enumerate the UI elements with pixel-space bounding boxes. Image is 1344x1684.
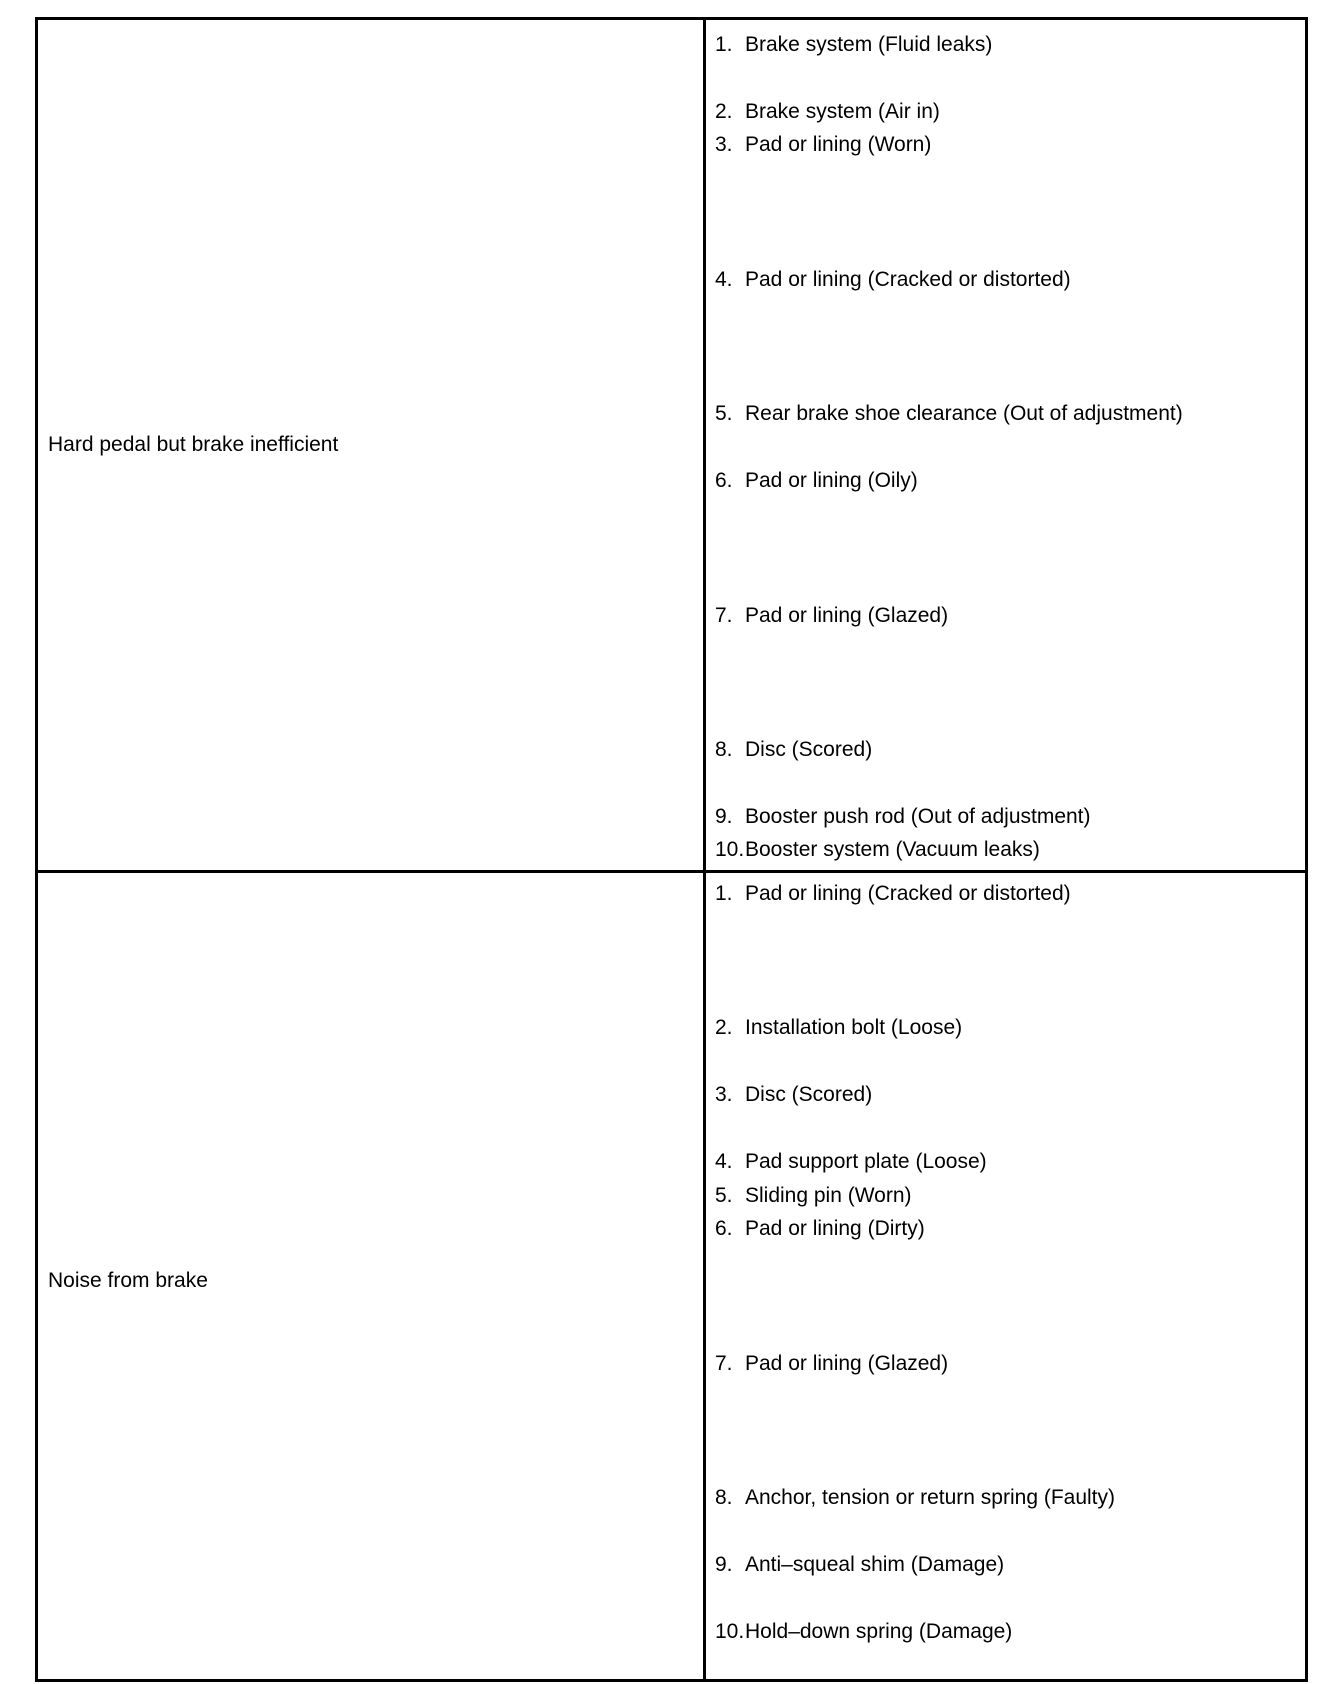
cause-text: Pad or lining (Oily): [745, 469, 918, 492]
cause-item: [715, 1150, 987, 1174]
cause-item: [715, 738, 872, 762]
cause-text: Sliding pin (Worn): [745, 1184, 912, 1207]
cause-number: 3.: [715, 1083, 733, 1106]
table-row: [38, 20, 1305, 870]
cause-item: [715, 1217, 925, 1241]
troubleshooting-table: [35, 17, 1308, 1682]
cause-item: [715, 469, 918, 493]
cause-number: 2.: [715, 1016, 733, 1039]
cause-number: 10.: [715, 1620, 745, 1643]
cause-text: Pad or lining (Worn): [745, 133, 932, 156]
cause-text: Pad or lining (Cracked or distorted): [745, 882, 1071, 905]
cause-text: Pad or lining (Glazed): [745, 604, 949, 627]
cause-number: 8.: [715, 1486, 733, 1509]
cause-number: 6.: [715, 469, 733, 492]
cause-text: Pad or lining (Glazed): [745, 1352, 949, 1375]
cause-number: 7.: [715, 1352, 733, 1375]
cause-item: [715, 838, 1040, 862]
cause-number: 1.: [715, 33, 733, 56]
cause-text: Hold–down spring (Damage): [745, 1620, 1013, 1643]
cause-item: [715, 268, 1071, 292]
symptom-cell: Hard pedal but brake inefficient: [48, 433, 339, 456]
table-row: [38, 870, 1305, 1679]
cause-text: Anti–squeal shim (Damage): [745, 1553, 1005, 1576]
cause-text: Rear brake shoe clearance (Out of adjustment): [745, 402, 1183, 425]
cause-text: Installation bolt (Loose): [745, 1016, 963, 1039]
cause-number: 2.: [715, 100, 733, 123]
cause-number: 10.: [715, 838, 745, 861]
cause-item: [715, 1184, 912, 1208]
cause-text: Brake system (Fluid leaks): [745, 33, 993, 56]
cause-item: [715, 1486, 1115, 1510]
cause-text: Pad or lining (Cracked or distorted): [745, 268, 1071, 291]
cause-item: [715, 604, 948, 628]
cause-text: Booster system (Vacuum leaks): [745, 838, 1040, 861]
cause-text: Pad or lining (Dirty): [745, 1217, 925, 1240]
cause-number: 8.: [715, 738, 733, 761]
cause-text: Booster push rod (Out of adjustment): [745, 805, 1091, 828]
cause-item: [715, 1620, 1012, 1644]
cause-item: [715, 1016, 962, 1040]
cause-text: Anchor, tension or return spring (Faulty): [745, 1486, 1116, 1509]
cause-item: [715, 33, 992, 57]
cause-item: [715, 805, 1091, 829]
cause-text: Brake system (Air in): [745, 100, 940, 123]
cause-text: Disc (Scored): [745, 738, 873, 761]
cause-number: 7.: [715, 604, 733, 627]
cause-item: [715, 882, 1071, 906]
cause-item: [715, 1352, 948, 1376]
cause-number: 5.: [715, 1184, 733, 1207]
cause-item: [715, 1553, 1004, 1577]
cause-number: 9.: [715, 1553, 733, 1576]
column-divider: [703, 20, 706, 870]
cause-number: 4.: [715, 268, 733, 291]
cause-item: [715, 100, 940, 124]
cause-number: 1.: [715, 882, 733, 905]
cause-item: [715, 402, 1183, 426]
cause-item: [715, 133, 931, 157]
cause-item: [715, 1083, 872, 1107]
cause-text: Disc (Scored): [745, 1083, 873, 1106]
cause-number: 6.: [715, 1217, 733, 1240]
symptom-cell: Noise from brake: [48, 1269, 208, 1292]
cause-number: 3.: [715, 133, 733, 156]
cause-number: 9.: [715, 805, 733, 828]
column-divider: [703, 873, 706, 1679]
cause-number: 4.: [715, 1150, 733, 1173]
cause-text: Pad support plate (Loose): [745, 1150, 987, 1173]
cause-number: 5.: [715, 402, 733, 425]
